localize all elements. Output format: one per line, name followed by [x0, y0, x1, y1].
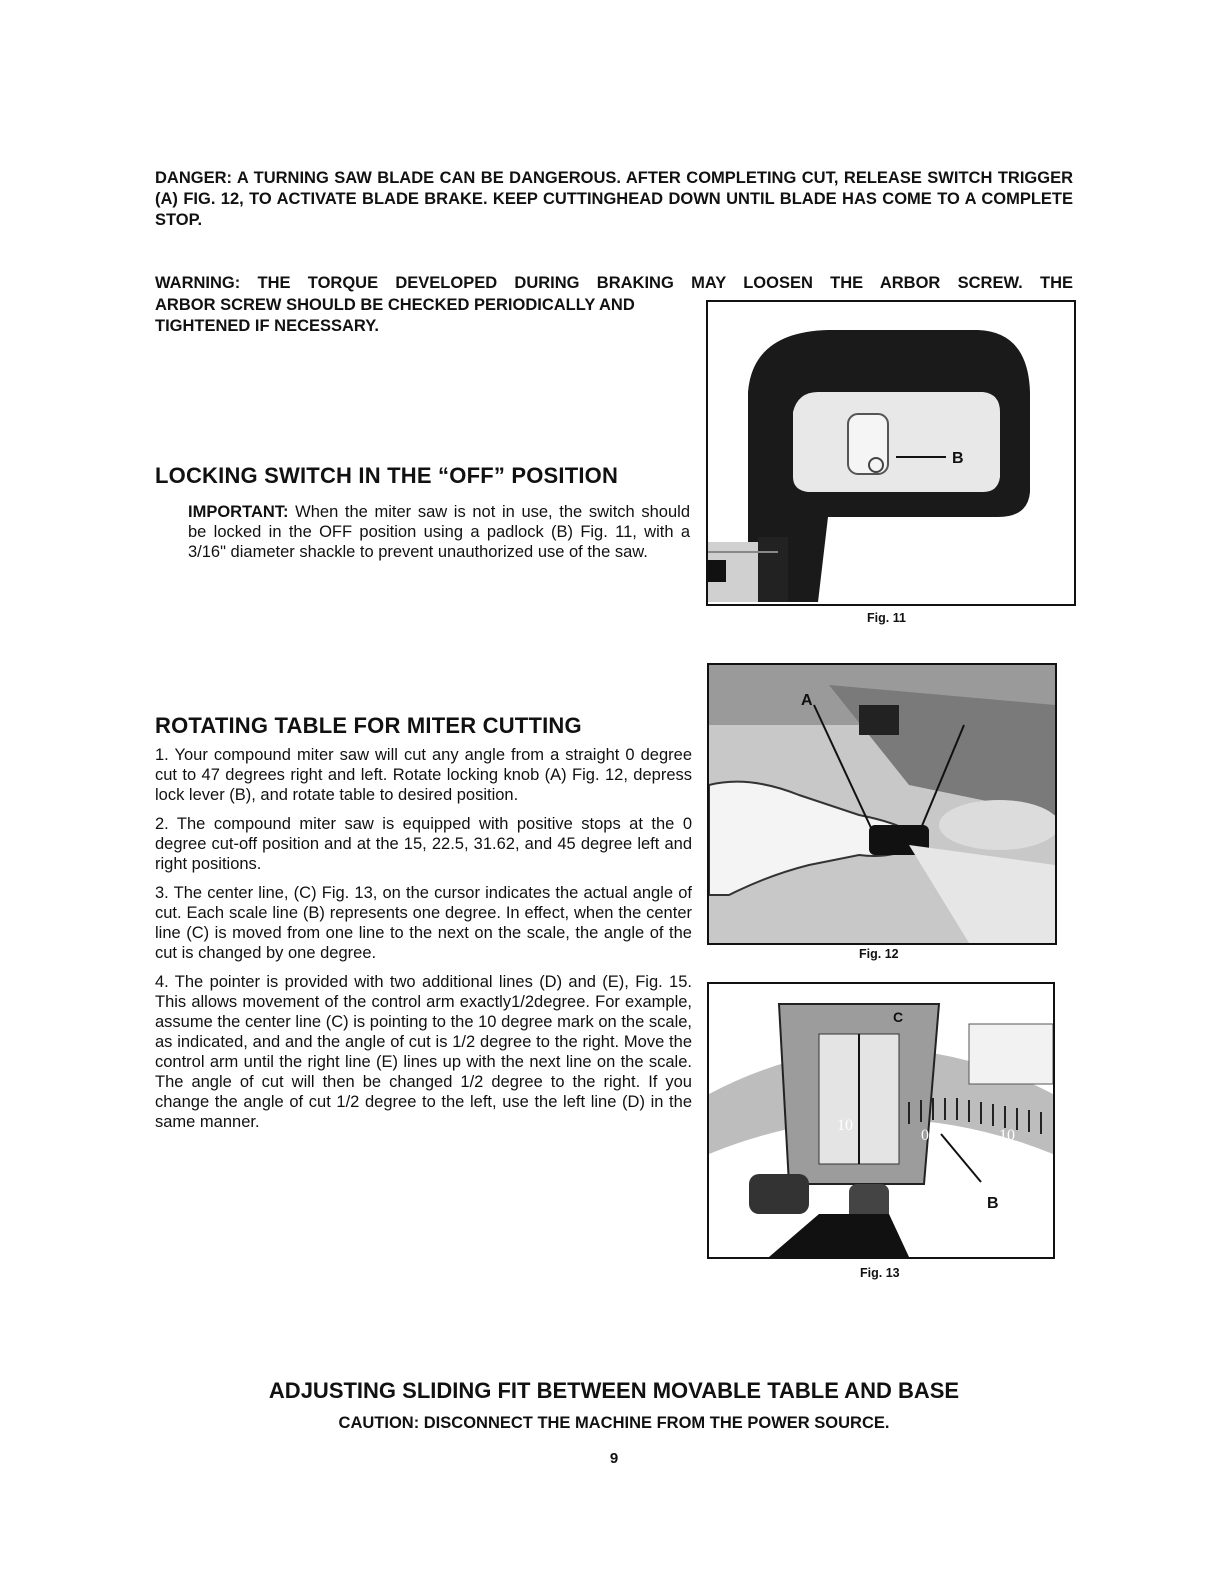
important-label: IMPORTANT: — [188, 503, 289, 521]
fig12-label-a: A — [801, 692, 813, 709]
figure-13-caption: Fig. 13 — [860, 1266, 900, 1280]
rotating-table-heading: ROTATING TABLE FOR MITER CUTTING — [155, 713, 582, 738]
fig13-label-b: B — [987, 1195, 999, 1212]
fig13-label-c: C — [893, 1009, 904, 1025]
figure-11-caption: Fig. 11 — [867, 611, 906, 625]
figure-13-photo — [707, 982, 1055, 1259]
figure-11-photo — [706, 300, 1076, 606]
figure-12-caption: Fig. 12 — [859, 947, 899, 961]
fig13-scale-10-left: 10 — [837, 1117, 853, 1134]
list-item-1: 1. Your compound miter saw will cut any angle from a straight 0 degree cut to 47 degrees right and left. Rotate locking knob (A) Fig. 12, depress lock lever (B), and rotate table to desired position. — [155, 746, 692, 804]
list-item-2: 2. The compound miter saw is equipped with positive stops at the 0 degree cut-off position and at the 15, 22.5, 31.62, and 45 degree left and right positions. — [155, 815, 692, 873]
important-text: When the miter saw is not in use, the switch should be locked in the OFF position using a padlock (B) Fig. 11, with a 3/16" diameter shackle to prevent unauthorized use of the saw. — [188, 503, 690, 561]
warning-notice-rest: ARBOR SCREW SHOULD BE CHECKED PERIODICALLY AND TIGHTENED IF NECESSARY. — [155, 296, 635, 335]
adjusting-sliding-fit-heading: ADJUSTING SLIDING FIT BETWEEN MOVABLE TABLE AND BASE — [268, 1378, 960, 1403]
figure-12-photo — [707, 663, 1057, 945]
list-item-4: 4. The pointer is provided with two additional lines (D) and (E), Fig. 15. This allows movement of the control arm exactly1/2degree. For example, assume the center line (C) is pointing to the 10 degree mark on the scale, as indicated, and and the angle of cut is 1/2 degree to the right. Move the control arm until the right line (E) lines up with the next line on the scale. The angle of cut will then be changed 1/2 degree to the right. If you change the angle of cut 1/2 degree to the left, use the left line (D) in the same manner. — [155, 973, 692, 1131]
warning-notice-line1: WARNING: THE TORQUE DEVELOPED DURING BRAKING MAY LOOSEN THE ARBOR SCREW. THE — [155, 274, 1073, 292]
fig11-label-b: B — [952, 450, 964, 467]
fig13-scale-0: 0 — [921, 1127, 929, 1144]
locking-switch-heading: LOCKING SWITCH IN THE “OFF” POSITION — [155, 463, 619, 488]
rotating-table-list — [155, 745, 692, 1141]
danger-notice: DANGER: A TURNING SAW BLADE CAN BE DANGEROUS. AFTER COMPLETING CUT, RELEASE SWITCH TRIGGER (A) FIG. 12, TO ACTIVATE BLADE BRAKE. KEEP CUTTINGHEAD DOWN UNTIL BLADE HAS COME TO A COMPLETE STOP. — [155, 169, 1073, 229]
fig13-scale-10-right: 10 — [999, 1127, 1015, 1144]
list-item-3: 3. The center line, (C) Fig. 13, on the cursor indicates the actual angle of cut. Each scale line (B) represents one degree. In effect, when the center line (C) is moved from one line to the next on the scale, the angle of the cut is changed by one degree. — [155, 884, 692, 962]
locking-switch-paragraph — [188, 502, 690, 562]
caution-notice: CAUTION: DISCONNECT THE MACHINE FROM THE POWER SOURCE. — [338, 1414, 890, 1432]
page-number: 9 — [609, 1450, 619, 1467]
fig13-scale-5: 5 — [961, 1127, 969, 1144]
